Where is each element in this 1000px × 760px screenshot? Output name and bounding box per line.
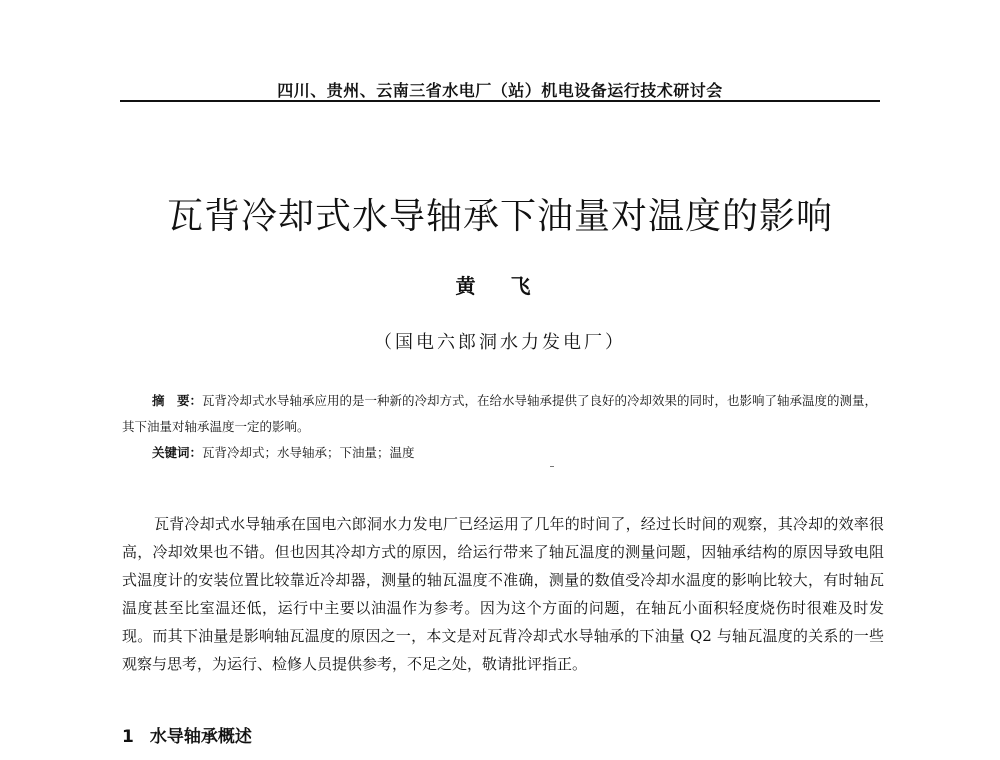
author-affiliation: （国电六郎洞水力发电厂） — [374, 332, 626, 353]
header-rule — [120, 100, 880, 102]
keywords-text: 瓦背冷却式；水导轴承；下油量；温度 — [202, 445, 415, 460]
keywords-label: 关键词： — [152, 445, 203, 460]
abstract-label: 摘 要： — [152, 393, 203, 408]
abstract-block — [122, 388, 882, 466]
abstract-paragraph — [122, 388, 882, 440]
section-title: 水导轴承概述 — [149, 727, 252, 747]
keywords-line — [152, 440, 882, 466]
body-paragraph: 瓦背冷却式水导轴承在国电六郎洞水力发电厂已经运用了几年的时间了，经过长时间的观察，其冷却的效率很高，冷却效果也不错。但也因其冷却方式的原因，给运行带来了轴瓦温度的测量问题，因轴承结构的原因导致电阻式温度计的安装位置比较靠近冷却器，测量的轴瓦温度不准确，测量的数值受冷却水温度的影响比较大，有时轴瓦温度甚至比室温还低，运行中主要以油温作为参考。因为这个方面的问题，在轴瓦小面积轻度烧伤时很难及时发现。而其下油量是影响轴瓦温度的原因之一，本文是对瓦背冷却式水导轴承的下油量 Q2 与轴瓦温度的关系的一些观察与思考，为运行、检修人员提供参考，不足之处，敬请批评指正。 — [122, 515, 884, 673]
section-heading — [122, 722, 252, 747]
running-header: 四川、贵州、云南三省水电厂（站）机电设备运行技术研讨会 — [277, 81, 723, 100]
section-number: 1 — [122, 727, 134, 747]
author-name: 黄 飞 — [455, 274, 545, 298]
article-title: 瓦背冷却式水导轴承下油量对温度的影响 — [166, 196, 833, 237]
abstract-text: 瓦背冷却式水导轴承应用的是一种新的冷却方式，在给水导轴承提供了良好的冷却效果的同时，也影响了轴承温度的测量，其下油量对轴承温度一定的影响。 — [122, 393, 878, 434]
scan-speck — [550, 466, 554, 467]
